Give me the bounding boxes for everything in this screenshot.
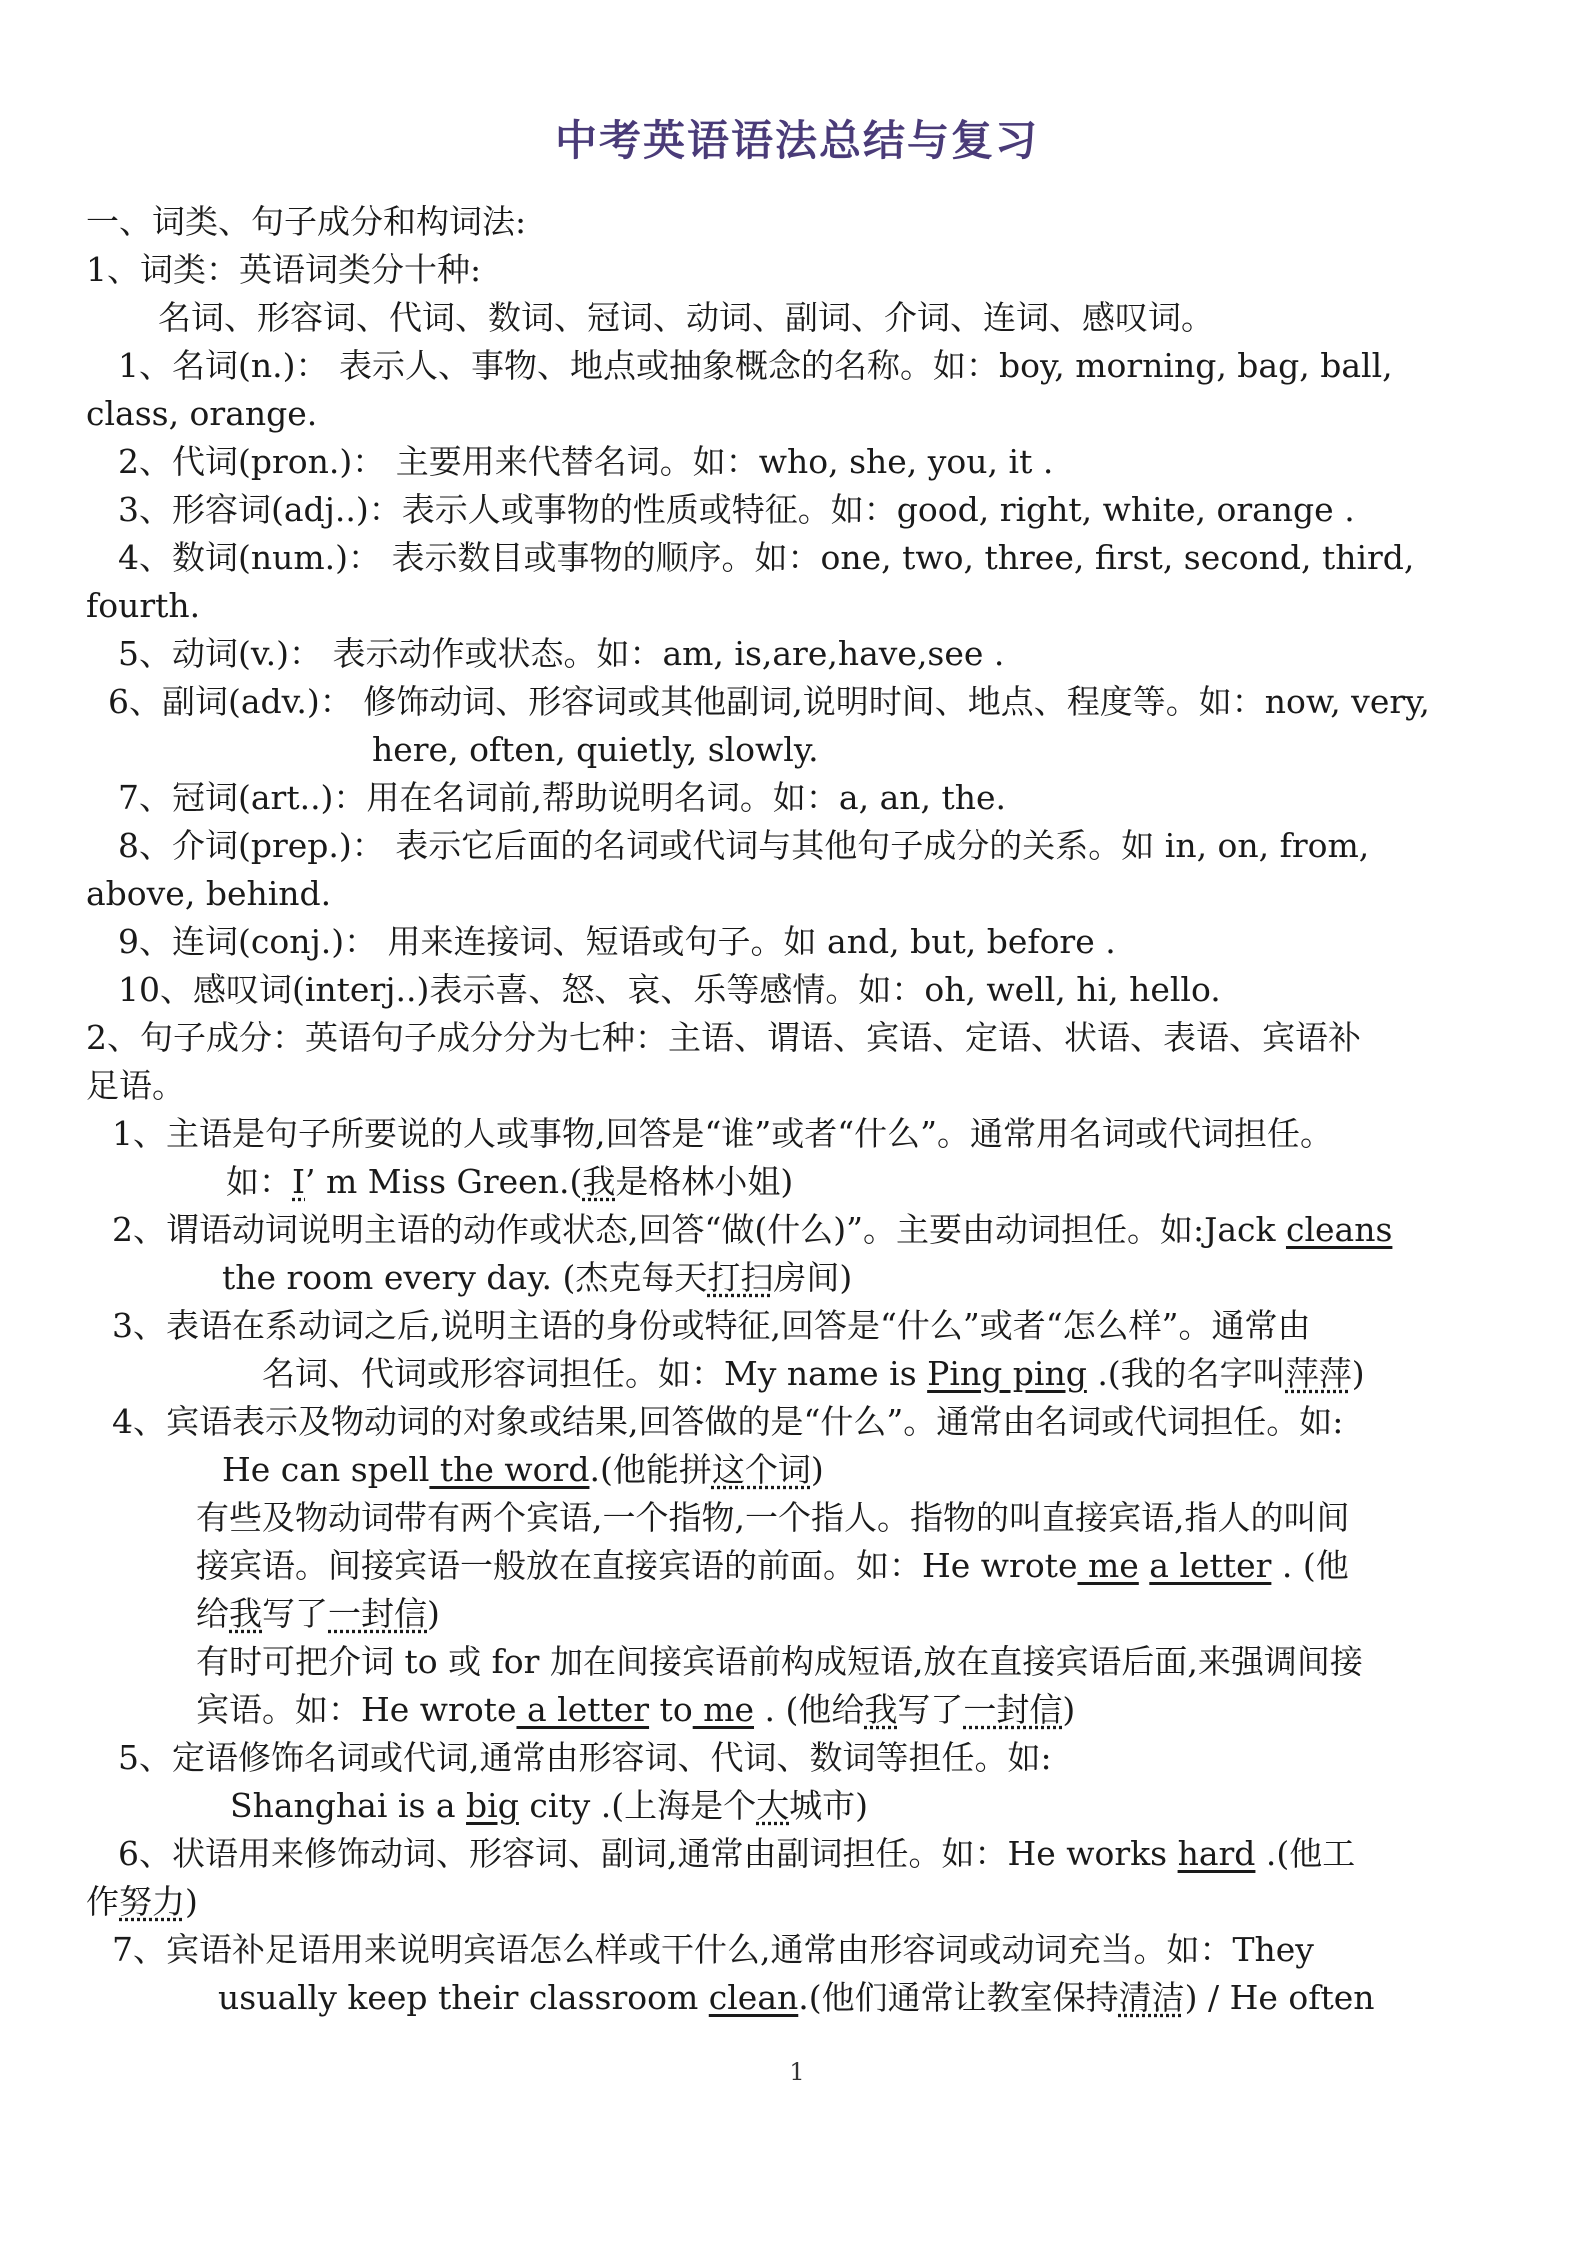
text-line: 有时可把介词 to 或 for 加在间接宾语前构成短语,放在直接宾语后面,来强调间接	[196, 1642, 1363, 1681]
text-line: 6、状语用来修饰动词、形容词、副词,通常由副词担任。如：He works hard .(他工	[118, 1834, 1356, 1873]
text-line: 4、宾语表示及物动词的对象或结果,回答做的是“什么”。通常由名词或代词担任。如:	[112, 1402, 1344, 1441]
text-line: He can spell the word.(他能拼这个词)	[222, 1450, 824, 1489]
page-number: 1	[789, 2058, 805, 2086]
text-line: 如：I’ m Miss Green.(我是格林小姐)	[226, 1162, 794, 1201]
page-title: 中考英语语法总结与复习	[554, 116, 1039, 165]
text-line: 10、感叹词(interj..)表示喜、怒、哀、乐等感情。如：oh, well, hi, hello.	[118, 970, 1221, 1009]
text-line: 9、连词(conj.)： 用来连接词、短语或句子。如 and, but, before .	[118, 922, 1116, 961]
text-line: Shanghai is a big city .(上海是个大城市)	[230, 1786, 869, 1825]
text-line: 6、副词(adv.)： 修饰动词、形容词或其他副词,说明时间、地点、程度等。如：now, very,	[108, 682, 1430, 721]
text-line: above, behind.	[86, 874, 332, 913]
text-line: 足语。	[86, 1066, 185, 1105]
text-line: 7、宾语补足语用来说明宾语怎么样或干什么,通常由形容词或动词充当。如：They	[112, 1930, 1314, 1969]
text-line: 2、谓语动词说明主语的动作或状态,回答“做(什么)”。主要由动词担任。如:Jack cleans	[112, 1210, 1393, 1249]
text-line: 1、词类：英语词类分十种:	[86, 250, 482, 289]
text-line: 一、词类、句子成分和构词法:	[86, 202, 527, 241]
text-line: 7、冠词(art..)：用在名词前,帮助说明名词。如：a, an, the.	[118, 778, 1007, 817]
text-line: 宾语。如：He wrote a letter to me . (他给我写了一封信)	[196, 1690, 1076, 1729]
text-line: 有些及物动词带有两个宾语,一个指物,一个指人。指物的叫直接宾语,指人的叫间	[196, 1498, 1350, 1537]
text-line: 5、动词(v.)： 表示动作或状态。如：am, is,are,have,see .	[118, 634, 1005, 673]
text-line: here, often, quietly, slowly.	[372, 730, 819, 769]
text-line: 接宾语。间接宾语一般放在直接宾语的前面。如：He wrote me a letter . (他	[196, 1546, 1349, 1585]
text-line: 给我写了一封信)	[196, 1594, 440, 1633]
text-line: 4、数词(num.)： 表示数目或事物的顺序。如：one, two, three, first, second, third,	[118, 538, 1415, 577]
text-line: 2、句子成分：英语句子成分分为七种：主语、谓语、宾语、定语、状语、表语、宾语补	[86, 1018, 1361, 1057]
text-line: fourth.	[86, 586, 201, 625]
text-line: 作努力)	[86, 1882, 198, 1921]
text-line: the room every day. (杰克每天打扫房间)	[222, 1258, 853, 1297]
text-line: 3、表语在系动词之后,说明主语的身份或特征,回答是“什么”或者“怎么样”。通常由	[112, 1306, 1311, 1345]
text-line: 名词、形容词、代词、数词、冠词、动词、副词、介词、连词、感叹词。	[158, 298, 1214, 337]
text-line: 8、介词(prep.)： 表示它后面的名词或代词与其他句子成分的关系。如 in, on, from,	[118, 826, 1370, 865]
text-line: 1、主语是句子所要说的人或事物,回答是“谁”或者“什么”。通常用名词或代词担任。	[112, 1114, 1333, 1153]
text-line: class, orange.	[86, 394, 318, 433]
text-line: 名词、代词或形容词担任。如：My name is Ping ping .(我的名字叫萍萍)	[262, 1354, 1365, 1393]
text-line: usually keep their classroom clean.(他们通常让教室保持清洁) / He often	[218, 1978, 1375, 2017]
text-line: 5、定语修饰名词或代词,通常由形容词、代词、数词等担任。如:	[118, 1738, 1052, 1777]
text-line: 2、代词(pron.)： 主要用来代替名词。如：who, she, you, it .	[118, 442, 1054, 481]
text-line: 3、形容词(adj..)：表示人或事物的性质或特征。如：good, right, white, orange .	[118, 490, 1355, 529]
text-line: 1、名词(n.)： 表示人、事物、地点或抽象概念的名称。如：boy, morning, bag, ball,	[118, 346, 1393, 385]
